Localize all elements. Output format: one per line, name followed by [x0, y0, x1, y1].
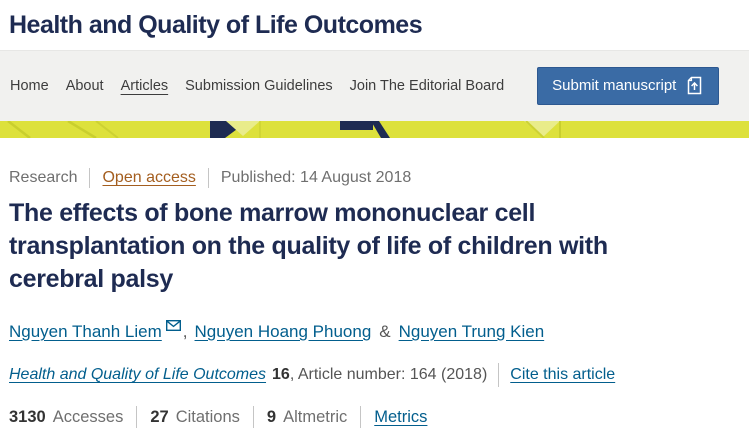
article-title-line: cerebral palsy [9, 265, 173, 293]
journal-title: Health and Quality of Life Outcomes [9, 10, 423, 39]
article-header-content [0, 168, 749, 428]
nav-item-home[interactable]: Home [10, 78, 49, 94]
authors-row [9, 322, 741, 342]
altmetric-label: Altmetric [283, 407, 348, 426]
citation-row [9, 363, 741, 387]
author-link-nguyen-hoang-phuong[interactable]: Nguyen Hoang Phuong [194, 322, 372, 341]
article-type-label: Research [9, 169, 78, 186]
author-separator: & [379, 322, 391, 341]
nav-item-join-editorial-board[interactable]: Join The Editorial Board [349, 78, 505, 94]
nav-item-about[interactable]: About [65, 78, 104, 94]
main-navbar [0, 50, 749, 121]
citations-label: Citations [175, 407, 240, 426]
site-header [0, 0, 749, 50]
accesses-label: Accesses [52, 407, 124, 426]
nav-item-submission-guidelines[interactable]: Submission Guidelines [185, 78, 333, 94]
open-access-link[interactable]: Open access [102, 169, 196, 186]
divider [360, 406, 361, 428]
divider [498, 363, 499, 387]
divider [136, 406, 137, 428]
manuscript-upload-icon [685, 76, 704, 95]
volume-number: 16 [272, 366, 290, 383]
author-link-nguyen-trung-kien[interactable]: Nguyen Trung Kien [398, 322, 545, 341]
author-separator: , [182, 322, 188, 341]
metrics-row [9, 406, 741, 428]
submit-manuscript-label: Submit manuscript [552, 77, 677, 94]
cite-this-article-link[interactable]: Cite this article [510, 366, 616, 383]
accesses-count: 3130 [9, 407, 46, 426]
nav-item-articles[interactable]: Articles [120, 78, 169, 94]
divider [208, 168, 209, 188]
article-title [9, 197, 741, 296]
author-link-nguyen-thanh-liem[interactable]: Nguyen Thanh Liem [9, 322, 162, 341]
envelope-icon[interactable] [166, 316, 181, 336]
published-date-text: Published: 14 August 2018 [220, 169, 412, 186]
altmetric-count: 9 [266, 407, 277, 426]
journal-citation-link[interactable]: Health and Quality of Life Outcomes [9, 366, 267, 383]
geometric-yellow-banner [0, 121, 749, 138]
citations-count: 27 [150, 407, 169, 426]
divider [89, 168, 90, 188]
article-title-line: The effects of bone marrow mononuclear cell [9, 199, 536, 227]
article-number-text: , Article number: 164 (2018) [289, 366, 488, 383]
article-meta-row [9, 168, 741, 188]
journal-banner-graphic [0, 121, 749, 138]
divider [253, 406, 254, 428]
metrics-link[interactable]: Metrics [374, 407, 428, 426]
submit-manuscript-button[interactable] [537, 67, 719, 105]
article-title-line: transplantation on the quality of life of children with [9, 232, 608, 260]
